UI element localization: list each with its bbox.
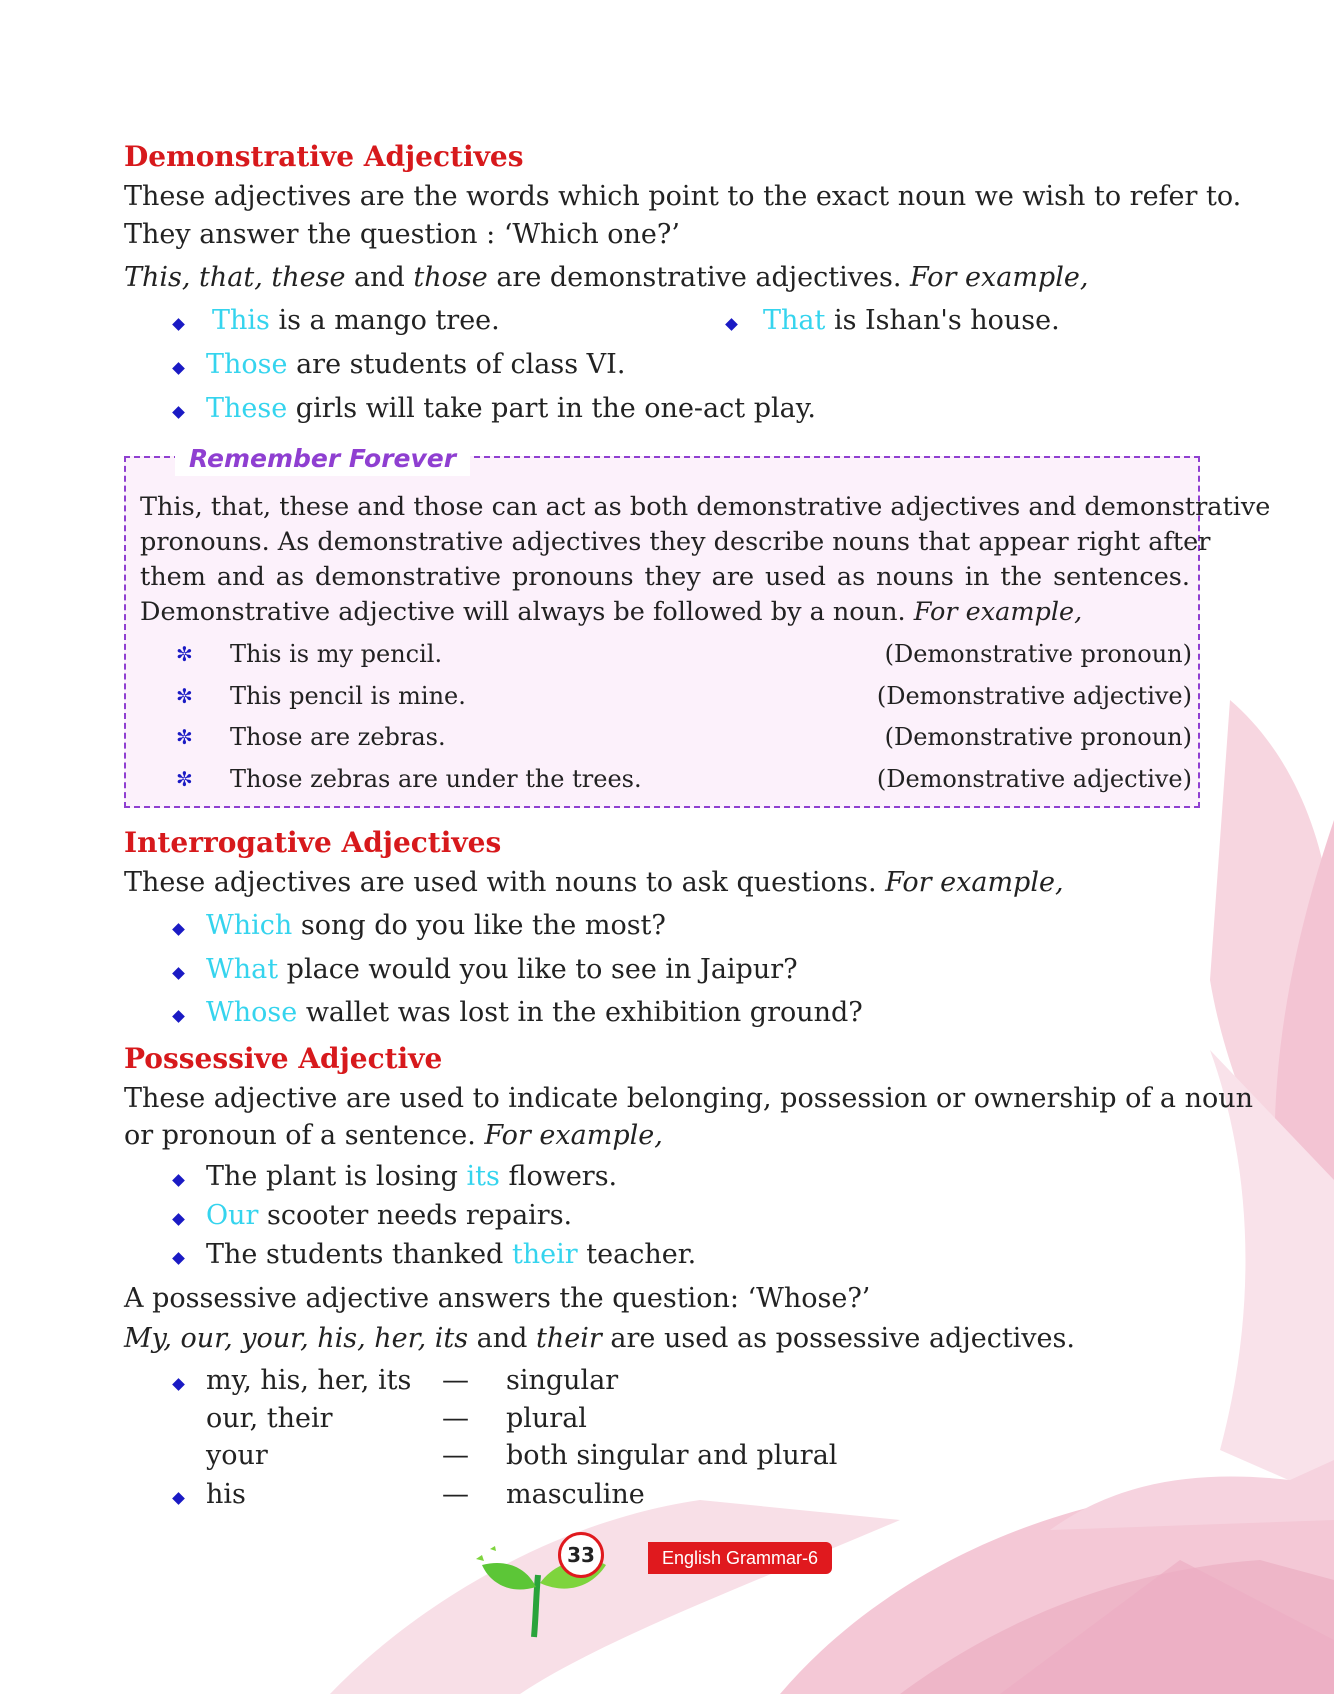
asterisk-bullet-icon: ✼ — [176, 684, 193, 708]
possessive-intro-line-2: or pronoun of a sentence. For example, — [124, 1120, 663, 1151]
example-row — [176, 640, 1192, 676]
possessive-question-line: A possessive adjective answers the question: ‘Whose?’ — [124, 1283, 871, 1314]
possessive-table-row: his — masculine — [170, 1479, 970, 1517]
bullet-diamond-icon — [172, 1378, 185, 1391]
section-heading-possessive: Possessive Adjective — [124, 1042, 443, 1075]
bullet-diamond-icon — [725, 318, 738, 331]
asterisk-bullet-icon: ✼ — [176, 642, 193, 666]
demonstrative-definition-line-2: They answer the question : ‘Which one?’ — [124, 219, 680, 250]
demonstrative-definition-line-1: These adjectives are the words which point to the exact noun we wish to refer to. — [124, 181, 1242, 212]
bullet-diamond-icon — [172, 923, 185, 936]
remember-forever-title: Remember Forever — [175, 442, 470, 476]
bullet-diamond-icon — [172, 1213, 185, 1226]
asterisk-bullet-icon: ✼ — [176, 767, 193, 791]
book-title-label: English Grammar-6 — [648, 1542, 832, 1574]
remember-text-line: Demonstrative adjective will always be followed by a noun. For example, — [140, 597, 1083, 627]
section-heading-demonstrative: Demonstrative Adjectives — [124, 140, 524, 173]
bullet-diamond-icon — [172, 1174, 185, 1187]
example-sentence: This is my pencil. — [230, 640, 443, 668]
example-type: (Demonstrative pronoun) — [884, 723, 1192, 751]
remember-text-line: This, that, these and those can act as both demonstrative adjectives and demonstrative — [140, 492, 1271, 522]
interrogative-intro: These adjectives are used with nouns to ask questions. For example, — [124, 867, 1064, 898]
example-type: (Demonstrative adjective) — [876, 682, 1192, 710]
example-sentence: Those are zebras. — [230, 723, 446, 751]
bullet-diamond-icon — [172, 1252, 185, 1265]
bullet-diamond-icon — [172, 406, 185, 419]
bullet-diamond-icon — [172, 318, 185, 331]
bullet-diamond-icon — [172, 1010, 185, 1023]
possessive-table-row: our, their — plural — [206, 1403, 587, 1434]
example-sentence: Those zebras are under the trees. — [230, 765, 642, 793]
page-number: 33 — [558, 1532, 604, 1578]
bullet-diamond-icon — [172, 1492, 185, 1505]
bullet-diamond-icon — [172, 362, 185, 375]
possessive-list-line: My, our, your, his, her, its and their are used as possessive adjectives. — [124, 1323, 1075, 1354]
bullet-diamond-icon — [172, 967, 185, 980]
example-sentence: This pencil is mine. — [230, 682, 466, 710]
example-type: (Demonstrative adjective) — [876, 765, 1192, 793]
page: Demonstrative Adjectives These adjectives are the words which point to the exact noun we wish to refer to. They answer the question : ‘Which one?’ This, that, these and those are demonstrative adjectives. For example, This is a mango tree. That is Ishan's house. Those are students of class VI. These girls will take part in the one-act play. Remember Forever This, that, these and those can act as both demonstrative adjectives and demonstrative pronouns. As demonstrative adjectives they describe nouns that appear right after them and as demonstrative pronouns they are used as nouns in the sentences. Demonstrative adjective will always be followed by a noun. For example, ✼ This is my pencil. (Demonstrative pronoun) ✼ This pencil is mine. (Demonstrative adjective) ✼ Those are zebras. (Demonstrative pronoun) ✼ Those zebras are under the trees. (Demonstrative adjective) Interrogative Adjectives These adjectives are used with nouns to ask questions. For example, Which song do you like the most? What place would you like to see in Jaipur? Whose wallet was lost in the exhibition ground? Possessive Adjective These adjective are used to indicate belonging, possession or ownership of a noun or pronoun of a sentence. For example, The plant is losing its flowers. Our scooter needs repairs. The students thanked their teacher. A possessive adjective answers the question: ‘Whose?’ My, our, your, his, her, its and their are used as possessive adjectives. my, his, her, its — singular our, their — plural your — both singular and plural his — masculine 33 English Grammar-6 — [0, 0, 1334, 1694]
section-heading-interrogative: Interrogative Adjectives — [124, 826, 502, 859]
possessive-intro-line-1: These adjective are used to indicate belonging, possession or ownership of a noun — [124, 1083, 1254, 1114]
possessive-table-row: your — both singular and plural — [206, 1440, 838, 1471]
example-row — [176, 682, 1192, 718]
example-row — [176, 765, 1192, 801]
demonstrative-examples-intro: This, that, these and those are demonstrative adjectives. For example, — [124, 262, 1089, 293]
example-row — [176, 723, 1192, 759]
example-type: (Demonstrative pronoun) — [884, 640, 1192, 668]
asterisk-bullet-icon: ✼ — [176, 725, 193, 749]
remember-text-line: them and as demonstrative pronouns they are used as nouns in the sentences. — [140, 562, 1190, 592]
remember-text-line: pronouns. As demonstrative adjectives they describe nouns that appear right after — [140, 527, 1211, 557]
possessive-table-row: my, his, her, its — singular — [170, 1365, 970, 1403]
